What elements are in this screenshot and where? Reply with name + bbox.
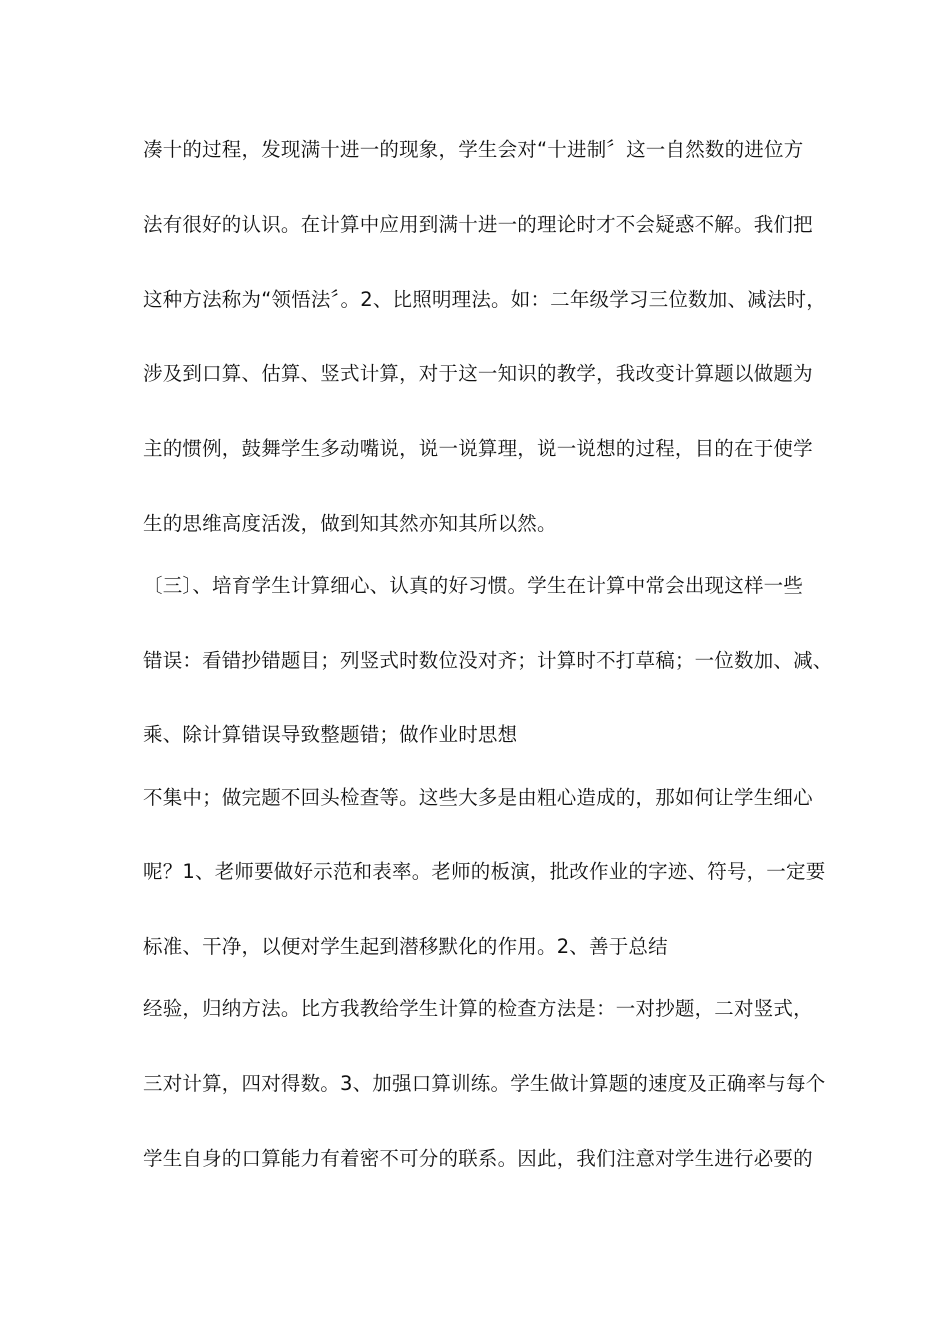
body-text-line: 主的惯例，鼓舞学生多动嘴说，说一说算理，说一说想的过程，目的在于使学: [143, 437, 813, 460]
body-text-line: 凑十的过程，发现满十进一的现象，学生会对“十进制〞这一自然数的进位方: [143, 138, 804, 161]
body-text-line: 法有很好的认识。在计算中应用到满十进一的理论时才不会疑惑不解。我们把: [143, 213, 813, 236]
body-text-line: 经验，归纳方法。比方我教给学生计算的检查方法是：一对抄题，二对竖式，: [143, 997, 813, 1020]
body-text-line: 三对计算，四对得数。3、加强口算训练。学生做计算题的速度及正确率与每个: [143, 1072, 826, 1095]
body-text-line: 标准、干净，以便对学生起到潜移默化的作用。2、善于总结: [143, 935, 668, 958]
section-heading-line: 〔三〕、培育学生计算细心、认真的好习惯。学生在计算中常会出现这样一些: [143, 574, 804, 597]
body-text-line: 涉及到口算、估算、竖式计算，对于这一知识的教学，我改变计算题以做题为: [143, 362, 813, 385]
body-text-line: 不集中；做完题不回头检查等。这些大多是由粗心造成的，那如何让学生细心: [143, 786, 813, 809]
body-text-line: 学生自身的口算能力有着密不可分的联系。因此，我们注意对学生进行必要的: [143, 1147, 813, 1170]
body-text-line: 生的思维高度活泼，做到知其然亦知其所以然。: [143, 512, 557, 535]
body-text-line: 这种方法称为“领悟法〞。2、比照明理法。如：二年级学习三位数加、减法时，: [143, 288, 826, 311]
body-text-line: 错误：看错抄错题目；列竖式时数位没对齐；计算时不打草稿；一位数加、减、: [143, 649, 833, 672]
body-text-line: 呢？1、老师要做好示范和表率。老师的板演，批改作业的字迹、符号，一定要: [143, 860, 826, 883]
body-text-line: 乘、除计算错误导致整题错；做作业时思想: [143, 723, 518, 746]
